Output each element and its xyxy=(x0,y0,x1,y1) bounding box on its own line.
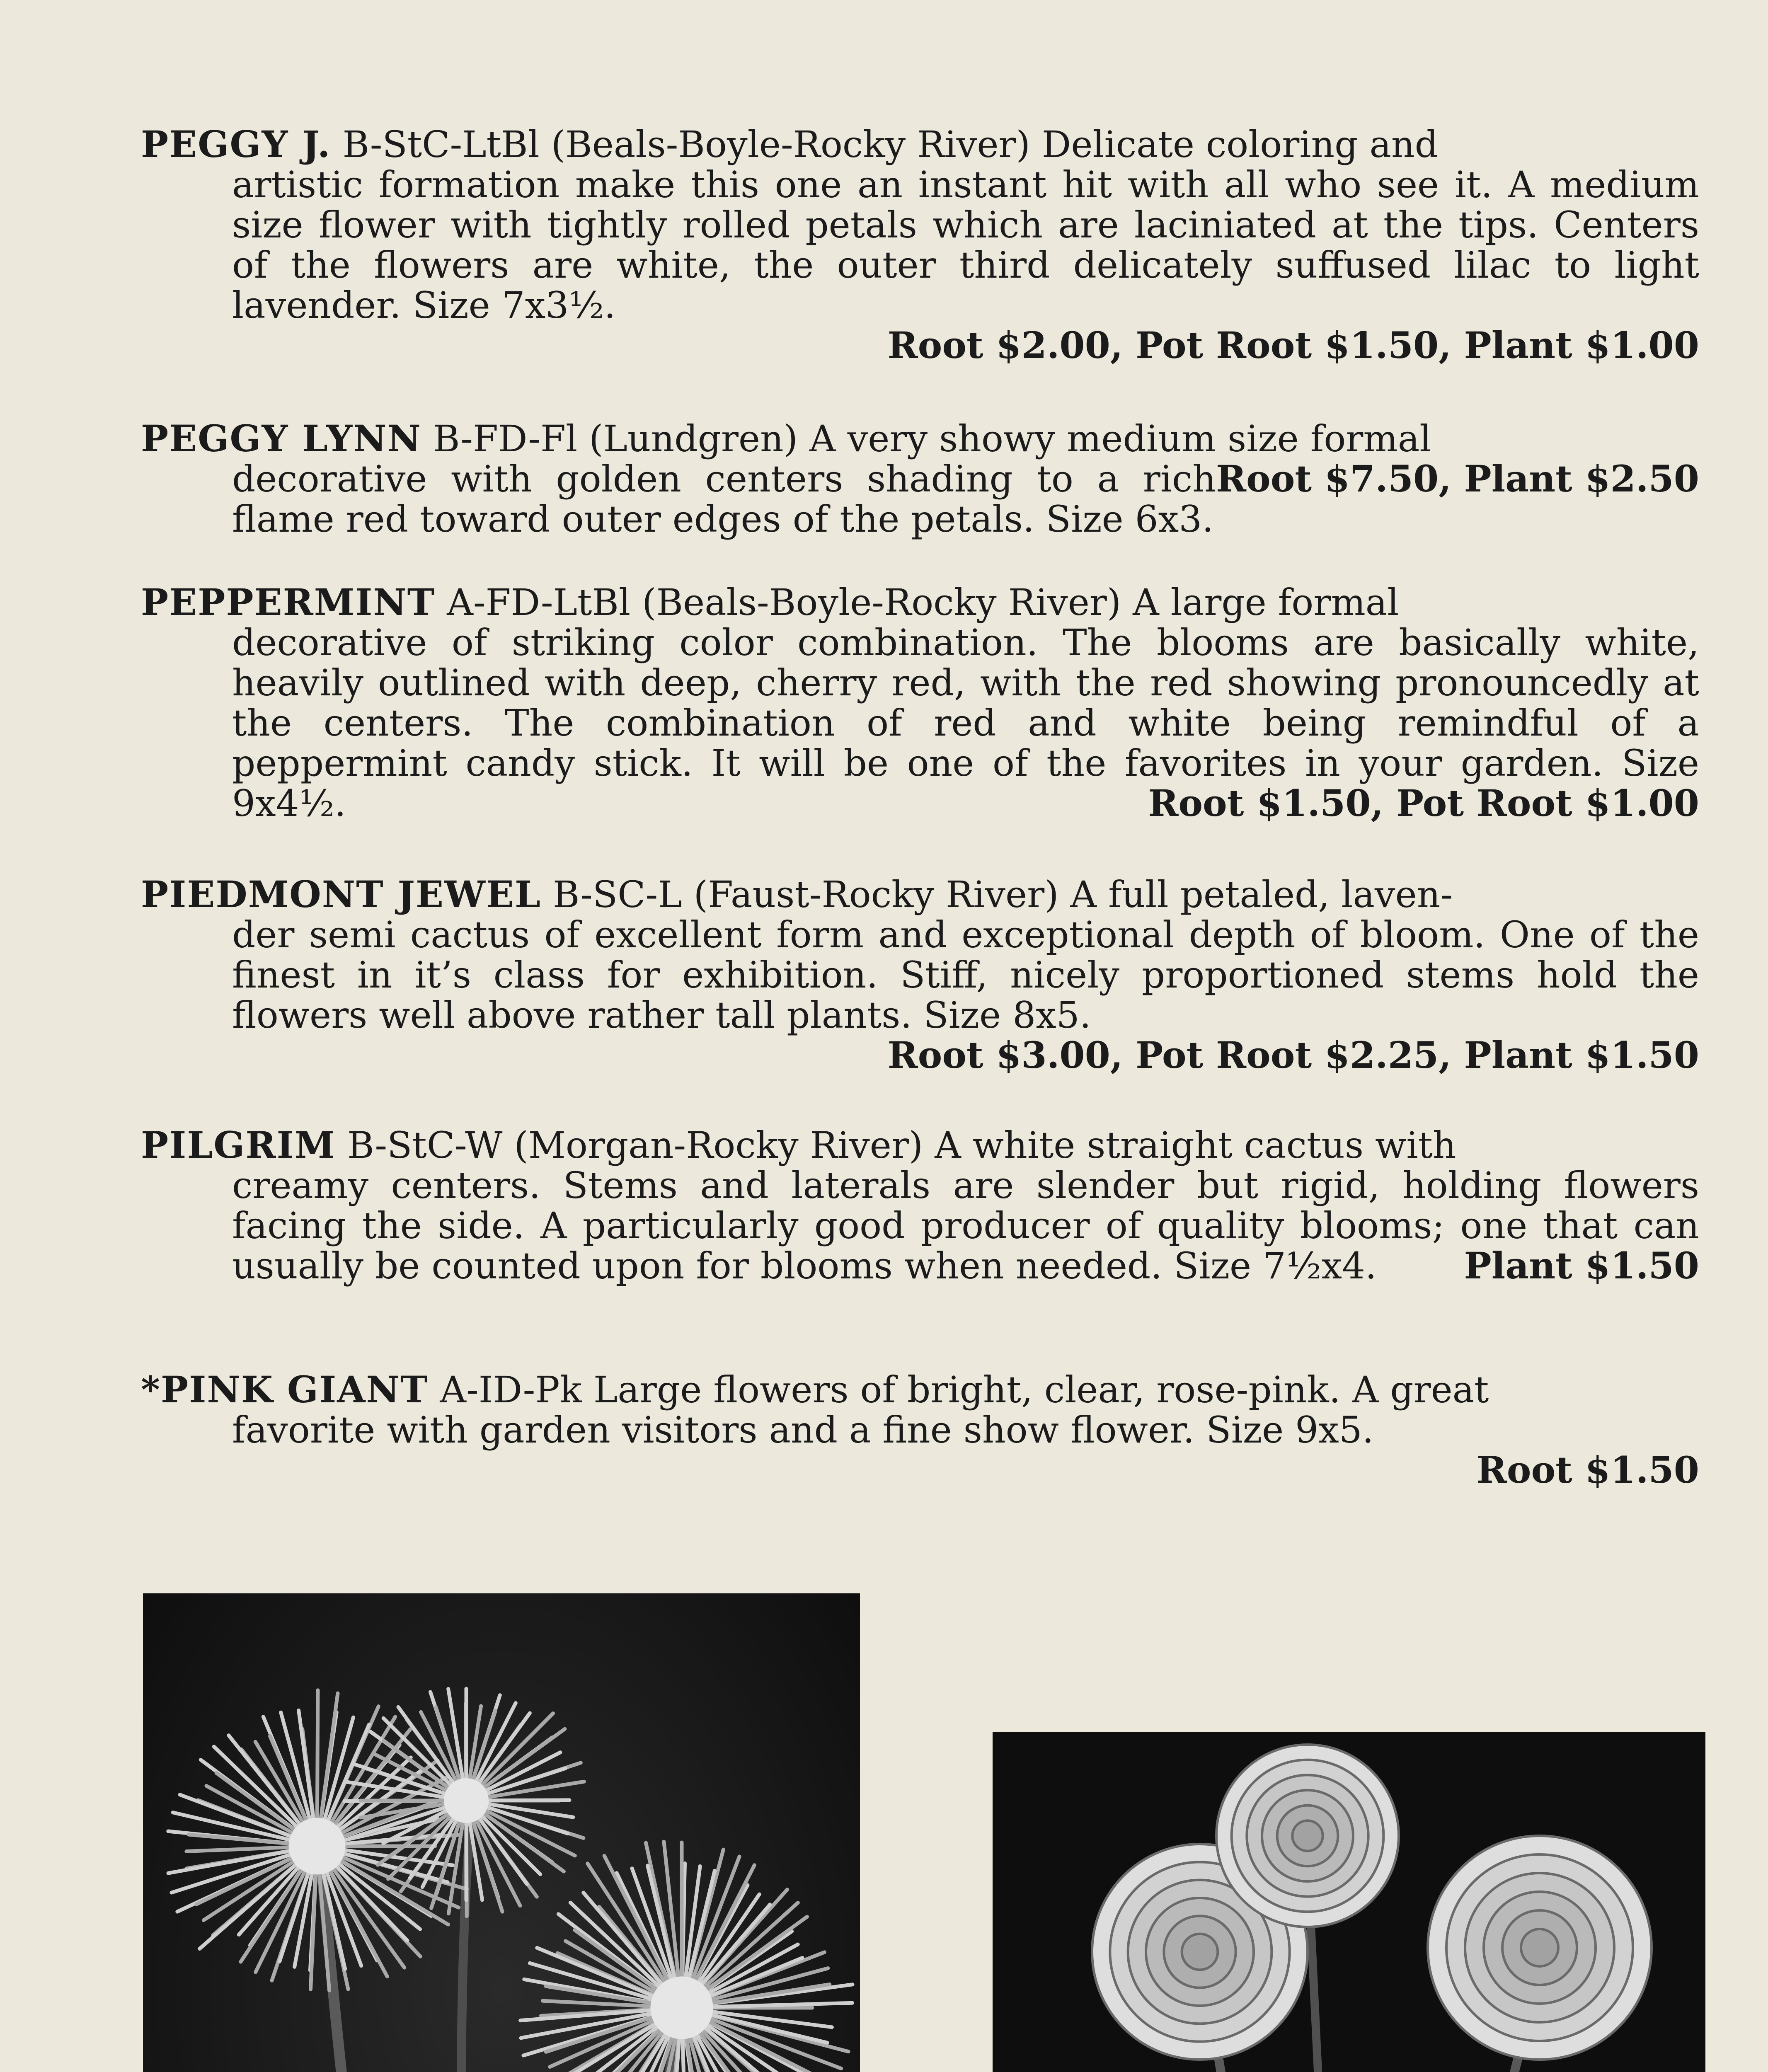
entry-peggy-lynn xyxy=(141,419,1699,539)
entry-first-line: B-FD-Fl (Lundgren) A very showy medium size formal xyxy=(433,417,1431,460)
ball-dahlia-image xyxy=(993,1732,1705,2072)
ball-flower xyxy=(1216,1745,1399,1927)
entry-price: Root $1.50 xyxy=(1476,1448,1699,1491)
entry-description: decorative with golden centers shading to a rich flame red toward outer edges of the petals. Size 6x3. xyxy=(232,457,1216,540)
entry-price: Root $3.00, Pot Root $2.25, Plant $1.50 xyxy=(887,1034,1699,1077)
entry-name: *PINK GIANT xyxy=(141,1368,429,1411)
entry-first-line: A-FD-LtBl (Beals-Boyle-Rocky River) A large formal xyxy=(447,581,1399,624)
entry-price: Plant $1.50 xyxy=(1464,1244,1699,1287)
entry-peggy-j xyxy=(141,124,1699,366)
entry-pilgrim xyxy=(141,1125,1699,1286)
entry-description: decorative of striking color combination. The blooms are basically white, heavily outlined with deep, cherry red, with the red showing pronouncedly at the centers. The combination of red and white being remindful of a peppermint candy stick. It will be one of the favorites in your garden. Size 9x4½. xyxy=(232,621,1699,825)
entry-price: Root $7.50, Plant $2.50 xyxy=(1216,457,1699,500)
entry-first-line: B-StC-W (Morgan-Rocky River) A white straight cactus with xyxy=(347,1124,1456,1167)
entry-description: artistic formation make this one an instant hit with all who see it. A medium size flower with tightly rolled petals which are laciniated at the tips. Centers of the flowers are white, the outer third delicately suffused lilac to light lavender. Size 7x3½. xyxy=(232,163,1699,327)
entry-name: PEGGY J. xyxy=(141,123,331,166)
entry-description: creamy centers. Stems and laterals are slender but rigid, holding flowers facing the side. A particularly good producer of quality blooms; one that can usually be counted upon for blooms when needed. Size 7½x4. xyxy=(232,1164,1699,1287)
entry-peppermint xyxy=(141,582,1699,823)
entry-first-line: A-ID-Pk Large flowers of bright, clear, rose-pink. A great xyxy=(440,1368,1489,1411)
entry-name: PEGGY LYNN xyxy=(141,417,421,460)
entry-description: favorite with garden visitors and a fine show flower. Size 9x5. xyxy=(232,1409,1374,1451)
entry-pink-giant xyxy=(141,1370,1699,1490)
peach-blend-photo xyxy=(993,1732,1705,2072)
entry-first-line: B-StC-LtBl (Beals-Boyle-Rocky River) Delicate coloring and xyxy=(342,123,1438,166)
cactus-dahlia-image xyxy=(143,1593,860,2072)
ball-flower xyxy=(1428,1836,1652,2060)
entry-first-line: B-SC-L (Faust-Rocky River) A full petaled, laven- xyxy=(552,873,1453,916)
entry-name: PEPPERMINT xyxy=(141,581,436,624)
entry-name: PIEDMONT JEWEL xyxy=(141,873,541,916)
entry-price: Root $2.00, Pot Root $1.50, Plant $1.00 xyxy=(887,324,1699,367)
entry-piedmont-jewel xyxy=(141,874,1699,1075)
peggy-j-photo xyxy=(143,1593,860,2072)
entry-name: PILGRIM xyxy=(141,1123,336,1167)
entry-price: Root $1.50, Pot Root $1.00 xyxy=(1148,782,1699,825)
entry-description: der semi cactus of excellent form and exceptional depth of bloom. One of the finest in it’s class for exhibition. Stiff, nicely proportioned stems hold the flowers well above rather tall plants. Size 8x5. xyxy=(232,913,1699,1036)
